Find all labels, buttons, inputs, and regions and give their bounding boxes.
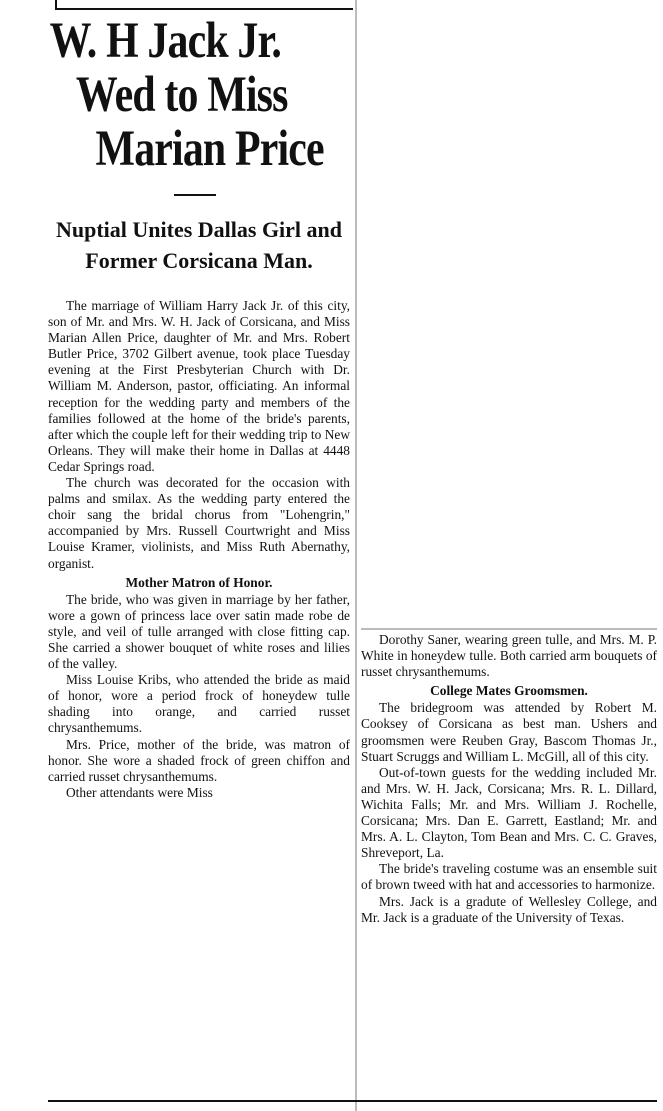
- paragraph: Miss Louise Kribs, who attended the bride as maid of honor, wore a period frock of honeydew tulle shading into orange, and carried russet chrysanthemums.: [48, 672, 350, 736]
- paragraph: The bride, who was given in marriage by her father, wore a gown of princess lace over satin made robe de style, and veil of tulle arranged with close fitting cap. She carried a shower bouquet of white roses and lilies of the valley.: [48, 591, 350, 672]
- subheadline: Nuptial Unites Dallas Girl and Former Corsicana Man.: [55, 217, 343, 273]
- left-column: [48, 14, 350, 801]
- paragraph: The bridegroom was attended by Robert M. Cooksey of Corsicana as best man. Ushers and groomsmen were Reuben Gray, Bascom Thomas Jr., Stuart Scruggs and William L. McGill, all of this city.: [361, 700, 657, 764]
- right-column: [361, 632, 657, 926]
- headline-line-3: Marian Price: [95, 121, 324, 177]
- paragraph: Mrs. Jack is a gradute of Wellesley College, and Mr. Jack is a graduate of the University of Texas.: [361, 893, 657, 925]
- right-column-rule: [361, 628, 657, 630]
- article-body-left: [48, 298, 350, 801]
- paragraph: The marriage of William Harry Jack Jr. of this city, son of Mr. and Mrs. W. H. Jack of Corsicana, and Miss Marian Allen Price, daughter of Mr. and Mrs. Robert Butler Price, 3702 Gilbert avenue, took place Tuesday evening at the First Presbyterian Church with Dr. William M. Anderson, pastor, officiating. An informal reception for the wedding party and members of the families followed at the home of the bride's parents, after which the couple left for their wedding trip to New Orleans. They will make their home in Dallas at 4448 Cedar Springs road.: [48, 298, 350, 474]
- headline-line-1: W. H Jack Jr.: [49, 13, 282, 69]
- paragraph: Mrs. Price, mother of the bride, was matron of honor. She wore a shaded frock of green chiffon and carried russet chrysanthemums.: [48, 736, 350, 784]
- paragraph: Other attendants were Miss: [66, 784, 213, 800]
- paragraph: Dorothy Saner, wearing green tulle, and Mrs. M. P. White in honeydew tulle. Both carried arm bouquets of russet chrysanthemums.: [361, 632, 657, 680]
- paragraph: The church was decorated for the occasion with palms and smilax. As the wedding party entered the choir sang the bridal chorus from "Lohengrin," accompanied by Mrs. Russell Courtwright and Miss Louise Kramer, violinists, and Miss Ruth Abernathy, organist.: [48, 475, 350, 571]
- section-heading: Mother Matron of Honor.: [125, 574, 273, 590]
- bottom-rule: [48, 1100, 657, 1102]
- headline-line-2: Wed to Miss: [75, 67, 288, 123]
- paragraph: Out-of-town guests for the wedding included Mr. and Mrs. W. H. Jack, Corsicana; Mrs. R. L. Dillard, Wichita Falls; Mr. and Mrs. William J. Rochelle, Corsicana; Mrs. Dan E. Garrett, Eastland; Mr. and Mrs. A. L. Clayton, Tom Bean and Mrs. C. C. Graves, Shreveport, La.: [361, 764, 657, 861]
- column-divider: [355, 0, 357, 1111]
- top-rule: [55, 0, 353, 10]
- headline-separator: [174, 194, 216, 196]
- paragraph: The bride's traveling costume was an ensemble suit of brown tweed with hat and accessories to harmonize.: [361, 861, 657, 893]
- headline: [48, 14, 343, 176]
- article-body-right: [361, 632, 657, 926]
- section-heading: College Mates Groomsmen.: [430, 683, 588, 699]
